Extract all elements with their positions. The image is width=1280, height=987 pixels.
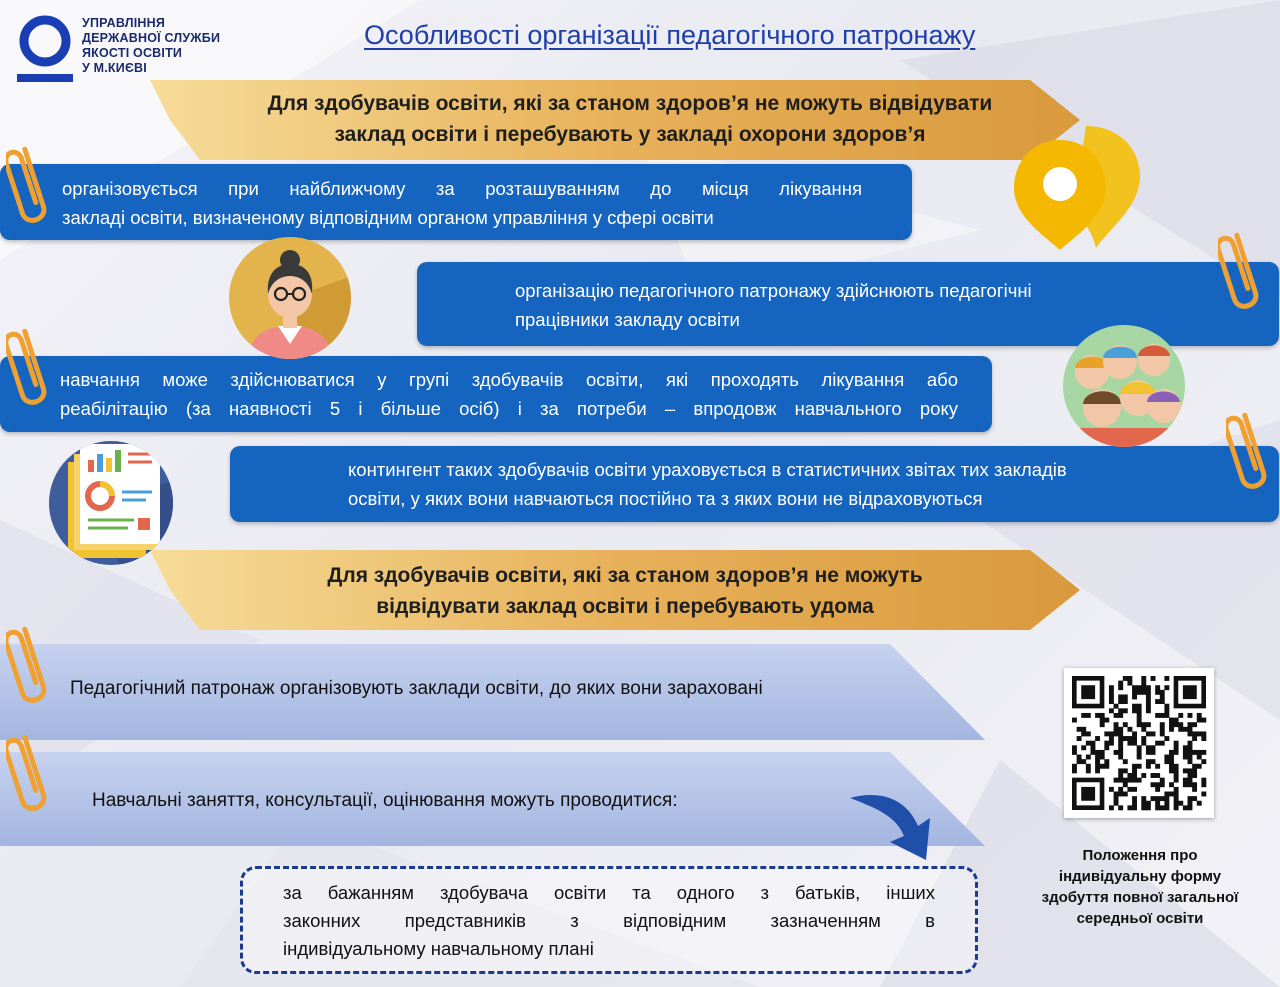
- paperclip-icon: [6, 140, 50, 230]
- section1-heading-line1: Для здобувачів освіти, які за станом здоров’я не можуть відвідувати: [267, 92, 993, 115]
- section1-item3-line2: реабілітацію (за наявності 5 і більше осіб) і за потреби – впродовж навчального року: [60, 398, 958, 419]
- section1-heading-banner: [150, 80, 1080, 160]
- paperclip-icon: [6, 322, 50, 412]
- page-title: Особливості організації педагогічного патронажу: [364, 20, 976, 50]
- report-documents-icon: [48, 440, 174, 566]
- section2-item2-text: Навчальні заняття, консультації, оцінювання можуть проводитися:: [92, 790, 678, 811]
- section1-item2-line1: організацію педагогічного патронажу здійснюють педагогічні: [515, 280, 1032, 301]
- paperclip-icon: [1226, 406, 1270, 496]
- section2-item1: [0, 644, 990, 742]
- section2-heading-line1: Для здобувачів освіти, які за станом здоров’я не можуть: [327, 564, 923, 587]
- section1-item4: [230, 446, 1279, 522]
- paperclip-icon: [6, 728, 50, 818]
- paperclip-icon: [6, 620, 50, 710]
- section2-heading-line2: відвідувати заклад освіти і перебувають удома: [376, 595, 874, 618]
- section2-note-line1: за бажанням здобувача освіти та одного з батьків, інших: [283, 882, 935, 903]
- section1-item3-line1: навчання може здійснюватися у групі здобувачів освіти, які проходять лікування або: [60, 369, 958, 390]
- children-group-icon: [1062, 324, 1186, 448]
- section1-item1-line1: організовується при найближчому за розташуванням до місця лікування: [62, 178, 862, 199]
- qr-caption: Положення про індивідуальну форму здобуття повної загальної середньої освіти: [1041, 847, 1239, 927]
- section1-item1-line2: закладі освіти, визначеному відповідним органом управління у сфері освіти: [62, 207, 714, 228]
- location-pin-icon: [1008, 122, 1146, 252]
- section2-note-line3: індивідуальному навчальному плані: [283, 938, 594, 959]
- section1-item4-line2: освіти, у яких вони навчаються постійно та з яких вони не відраховуються: [348, 488, 983, 509]
- section2-note: [240, 866, 978, 974]
- qr-code[interactable]: [1064, 668, 1214, 818]
- organization-name: УПРАВЛІННЯ ДЕРЖАВНОЇ СЛУЖБИ ЯКОСТІ ОСВІТИ У М.КИЄВІ: [82, 16, 221, 75]
- logo-icon: [14, 12, 76, 84]
- section1-item4-line1: контингент таких здобувачів освіти ураховується в статистичних звітах тих закладів: [348, 459, 1067, 480]
- section1-item2-line2: працівники закладу освіти: [515, 309, 740, 330]
- section2-note-line2: законних представників з відповідним зазначенням в: [283, 910, 935, 931]
- section1-item1: [0, 164, 912, 240]
- paperclip-icon: [1218, 226, 1262, 316]
- section1-item3: [0, 356, 992, 432]
- section1-heading-line2: заклад освіти і перебувають у закладі охорони здоров’я: [334, 123, 926, 146]
- section2-item2: [0, 752, 990, 848]
- teacher-avatar-icon: [228, 236, 352, 360]
- curved-arrow-icon: [846, 790, 936, 862]
- section2-item1-text: Педагогічний патронаж організовують заклади освіти, до яких вони зараховані: [70, 678, 763, 699]
- section2-heading-banner: [150, 542, 1080, 632]
